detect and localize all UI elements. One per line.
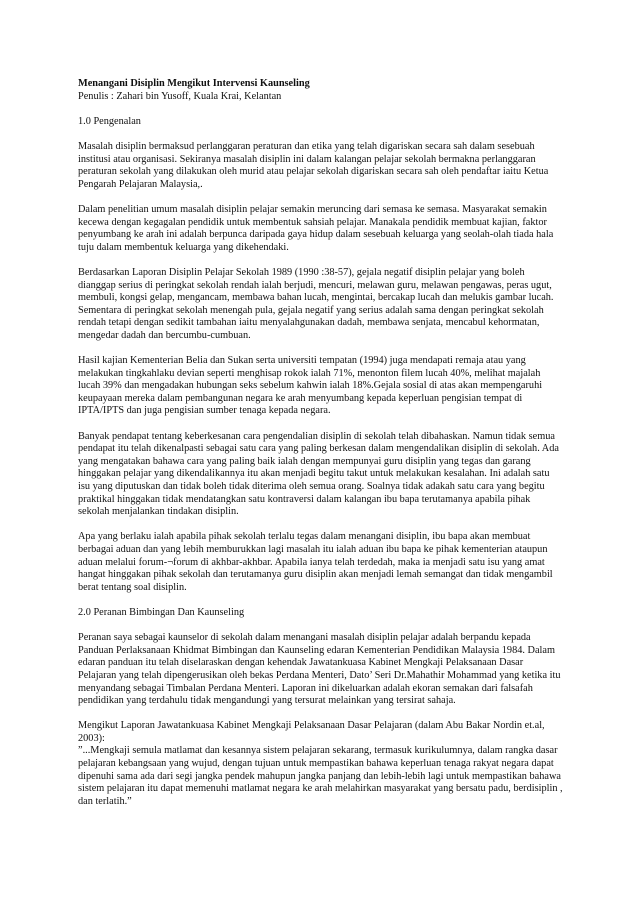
- section-heading-counseling-role: 2.0 Peranan Bimbingan Dan Kaunseling: [78, 606, 245, 618]
- paragraph-2: Dalam penelitian umum masalah disiplin pelajar semakin meruncing dari semasa ke semasa. Masyarakat semakin kecewa dengan kegagalan pendidik untuk membentuk sahsiah pelajar. Manakala pendidik membuat kajian, faktor penyumbang ke arah ini adalah berpunca daripada gaya hidup dalam sesebuah keluarga yang seolah-olah tiada hala tuju dalam membentuk keluarga yang dikehendaki.: [78, 203, 554, 253]
- paragraph-3: Berdasarkan Laporan Disiplin Pelajar Sekolah 1989 (1990 :38-57), gejala negatif disiplin pelajar yang boleh dianggap serius di peringkat sekolah rendah ialah berjudi, mencuri, melawan guru, melawan pengawas, peras ugut, membuli, kongsi gelap, mengancam, membawa bahan lucah, mengintai, bercakap lucah dan melukis gambar lucah. Sementara di peringkat sekolah menengah pula, gejala negatif yang serius adalah sama dengan peringkat sekolah rendah tetapi dengan sedikit tambahan iaitu menyalahgunakan dadah, membawa senjata, mencabul kehormatan, mengedar dadah dan bercumbu-cumbuan.: [78, 266, 554, 341]
- paragraph-8-intro: Mengikut Laporan Jawatankuasa Kabinet Mengkaji Pelaksanaan Dasar Pelajaran (dalam Abu Bakar Nordin et.al, 2003):: [78, 720, 545, 744]
- document-page: [78, 78, 564, 821]
- paragraph-1: Masalah disiplin bermaksud perlanggaran peraturan dan etika yang telah digariskan secara sah dalam sesebuah institusi atau organisasi. Sekiranya masalah disiplin ini dalam kalangan pelajar sekolah bermakna perlanggaran peraturan sekolah yang dilakukan oleh murid atau pelajar sekolah digariskan secara sah oleh pendaftar iaitu Ketua Pengarah Pelajaran Malaysia,.: [78, 140, 549, 190]
- paragraph-4: Hasil kajian Kementerian Belia dan Sukan serta universiti tempatan (1994) juga mendapati remaja atau yang melakukan tingkahlaku devian seperti menghisap rokok ialah 71%, menonton filem lucah 40%, melihat majalah lucah 39% dan mengadakan hubungan seks sebelum kahwin ialah 18%.Gejala sosial di atas akan mempengaruhi keupayaan mereka dalam pembangunan negara ke arah menyumbang kepada keperluan pengisian tempat di IPTA/IPTS dan juga pengisian sumber tenaga kepada negara.: [78, 355, 543, 417]
- section-heading-introduction: 1.0 Pengenalan: [78, 115, 141, 127]
- paragraph-5: Banyak pendapat tentang keberkesanan cara pengendalian disiplin di sekolah telah dibahaskan. Namun tidak semua pendapat itu telah dikenalpasti sebagai satu cara yang paling berkesan dalam mengendalikan disiplin di sekolah. Ada yang mengatakan bahawa cara yang paling baik ialah dengan mempunyai guru disiplin yang tegas dan garang hinggakan pelajar yang dikendalikannya itu akan menjadi begitu takut untuk melakukan kesalahan. Ini adalah satu isu yang diputuskan dan tidak boleh tidak diterima oleh semua orang. Soalnya tidak adakah satu cara yang begitu praktikal hinggakan tidak mendatangkan satu kontraversi dalam kalangan ibu bapa terutamanya apabila pihak sekolah menjalankan tindakan disiplin.: [78, 430, 559, 518]
- paragraph-6: Apa yang berlaku ialah apabila pihak sekolah terlalu tegas dalam menangani disiplin, ibu bapa akan membuat berbagai aduan dan yang lebih memburukkan lagi masalah itu ialah aduan ibu bapa ke pihak kementerian ataupun aduan melalui forum-¬forum di akhbar-akhbar. Apabila ianya telah terdedah, maka ia menjadi satu isu yang amat hangat hinggakan pihak sekolah dan terutamanya guru disiplin akan menjadi lemah semangat dan tidak mengambil berat tentang soal disiplin.: [78, 531, 553, 593]
- paragraph-7: Peranan saya sebagai kaunselor di sekolah dalam menangani masalah disiplin pelajar adalah berpandu kepada Panduan Perlaksanaan Khidmat Bimbingan dan Kaunseling edaran Kementerian Pendidikan Malaysia 1984. Dalam edaran panduan itu telah diselaraskan dengan kehendak Jawatankuasa Kabinet Mengkaji Pelaksanaan Dasar Pelajaran yang telah dipengerusikan oleh bekas Perdana Menteri, Dato’ Seri Dr.Mahathir Mohammad yang ketika itu menyandang sebagai Timbalan Perdana Menteri. Laporan ini dikeluarkan adalah ekoran semakan dari falsafah pendidikan yang terdahulu tidak mengandungi yang tersurat melainkan yang tersirat sahaja.: [78, 632, 561, 707]
- document-author: Penulis : Zahari bin Yusoff, Kuala Krai, Kelantan: [78, 90, 282, 102]
- document-title: Menangani Disiplin Mengikut Intervensi Kaunseling: [78, 78, 310, 89]
- paragraph-8-quote: ”...Mengkaji semula matlamat dan kesannya sistem pelajaran sekarang, termasuk kurikulumnya, dalam rangka dasar pelajaran kebangsaan yang wujud, dengan tujuan untuk mempastikan bahawa keperluan tenaga rakyat negara dapat dipenuhi sama ada dari segi jangka pendek mahupun jangka panjang dan lebih-lebih lagi untuk mempastikan bahawa sistem pelajaran itu dapat memenuhi matlamat negara ke arah melahirkan masyarakat yang bersatu padu, berdisiplin , dan terlatih.”: [78, 745, 563, 807]
